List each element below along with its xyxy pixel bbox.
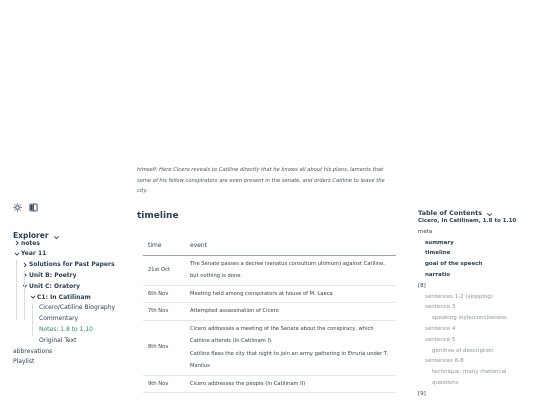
sidebar-item-label: Cicero/Catiline Biography xyxy=(39,304,116,312)
chevron-right-icon xyxy=(21,262,28,268)
timeline-event-text: Attempted assassination of Cicero xyxy=(190,308,279,314)
sidebar-item[interactable] xyxy=(13,357,34,367)
sidebar-item-label: Unit C: Oratory xyxy=(29,282,81,290)
timeline-date: 9th Nov xyxy=(143,375,185,393)
toc-item[interactable]: summary xyxy=(425,239,454,246)
sidebar-item[interactable] xyxy=(13,249,46,259)
timeline-event xyxy=(185,285,396,303)
toc-item[interactable]: sentences 1-2 (skipping) xyxy=(425,293,493,300)
intro-line: city. xyxy=(137,188,148,194)
toc-item[interactable]: genitive of description xyxy=(432,347,494,354)
book-icon[interactable] xyxy=(29,203,38,212)
column-header-event: event xyxy=(185,237,396,255)
timeline-date: 7th Nov xyxy=(143,303,185,321)
table-row xyxy=(143,255,396,285)
chevron-right-icon xyxy=(13,240,20,246)
toc-item[interactable]: questions xyxy=(432,380,459,386)
intro-line: himself. Here Cicero reveals to Catiline directly that he knows all about his plans, laments that xyxy=(137,167,384,173)
sidebar-item-label: abbrevations xyxy=(13,347,53,355)
sidebar-item[interactable] xyxy=(21,260,115,270)
sidebar-item[interactable] xyxy=(39,324,93,334)
timeline-event-text: Meeting held among conspirators at house of M. Laeca xyxy=(190,290,333,297)
timeline-date: 21st Oct xyxy=(143,255,185,285)
sidebar-item[interactable] xyxy=(21,270,77,280)
sidebar-toolbar xyxy=(13,203,38,212)
intro-line: some of his fellow conspirators are even present in the senate, and orders Catiline to leave the xyxy=(137,177,385,184)
sidebar-item[interactable] xyxy=(39,303,115,313)
toc-item[interactable]: sentence 3 xyxy=(425,304,456,311)
sidebar-item-label: C1: In Catilinam xyxy=(37,293,91,301)
timeline-event xyxy=(185,303,396,321)
tree-guide-line xyxy=(16,260,17,320)
chevron-down-icon xyxy=(53,226,60,245)
timeline-date: 6th Nov xyxy=(143,285,185,303)
table-row xyxy=(143,320,396,375)
table-row xyxy=(143,285,396,303)
toc-item[interactable]: meta xyxy=(418,228,433,235)
timeline-event-text: Catiline flees the city that night to join an army gathering in Etruria under T. Manlius xyxy=(190,350,388,369)
tree-guide-line xyxy=(32,304,33,336)
timeline-table xyxy=(143,237,396,393)
timeline-event-text: Cicero addresses the people (In Catilinam II) xyxy=(190,380,306,387)
column-header-time: time xyxy=(143,237,185,255)
chevron-down-icon xyxy=(13,251,20,257)
timeline-event xyxy=(185,320,396,375)
chevron-down-icon xyxy=(29,294,36,300)
timeline-event-text: Cicero addresses a meeting of the Senate about the conspiracy, which Catiline attends (In Catilinam I). xyxy=(190,325,374,344)
toc-title: Table of Contents xyxy=(418,208,483,217)
toc-item[interactable]: technique: many rhetorical xyxy=(432,369,507,376)
intro-paragraph xyxy=(137,165,399,197)
toc-item[interactable]: sentence 4 xyxy=(425,326,456,332)
timeline-date: 8th Nov xyxy=(143,320,185,375)
toc-item[interactable]: sentence 5 xyxy=(425,336,456,343)
timeline-event xyxy=(185,375,396,393)
sidebar-item-label: Playlist xyxy=(13,358,35,366)
toc-item[interactable]: [9] xyxy=(418,390,426,397)
toc-item[interactable]: timeline xyxy=(425,250,451,257)
table-header-row xyxy=(143,237,396,255)
sidebar-item-label: Commentary xyxy=(39,315,79,323)
explorer-title: Explorer xyxy=(13,231,49,240)
sidebar-item-label: Year 11 xyxy=(21,250,47,258)
toc-item[interactable]: goal of the speech xyxy=(425,261,483,268)
tree-guide-line xyxy=(24,271,25,320)
sidebar-item-label: Solutions for Past Papers xyxy=(29,261,115,269)
sidebar-item-label: Original Text xyxy=(39,336,77,344)
sidebar-item[interactable] xyxy=(13,238,40,248)
toc-item[interactable]: narratio xyxy=(425,272,451,278)
sidebar-item[interactable] xyxy=(39,314,78,324)
toc-item[interactable]: speaking style/conciseness xyxy=(432,315,507,322)
sidebar-item-label: Unit B: Poetry xyxy=(29,271,77,279)
sidebar-item[interactable] xyxy=(29,292,91,302)
table-row xyxy=(143,303,396,321)
sidebar-item[interactable] xyxy=(39,335,77,345)
sidebar-item[interactable] xyxy=(21,281,80,291)
toc-item[interactable]: sentences 6-8 xyxy=(425,358,464,365)
section-heading: timeline xyxy=(137,211,179,221)
sidebar-item[interactable] xyxy=(13,346,52,356)
timeline-event-text: The Senate passes a decree (senatus consultum ultimum) against Catiline, but nothing is done. xyxy=(190,260,385,279)
toc-item[interactable]: [8] xyxy=(418,282,426,289)
table-row xyxy=(143,375,396,393)
timeline-event xyxy=(185,255,396,285)
sidebar-item-label: Notes: 1.8 to 1.10 xyxy=(39,325,93,333)
toc-item[interactable]: Cicero, In Catilinam, 1.8 to 1.10 xyxy=(418,218,517,224)
sidebar-item-label: notes xyxy=(21,239,40,247)
sun-icon[interactable] xyxy=(13,203,22,212)
